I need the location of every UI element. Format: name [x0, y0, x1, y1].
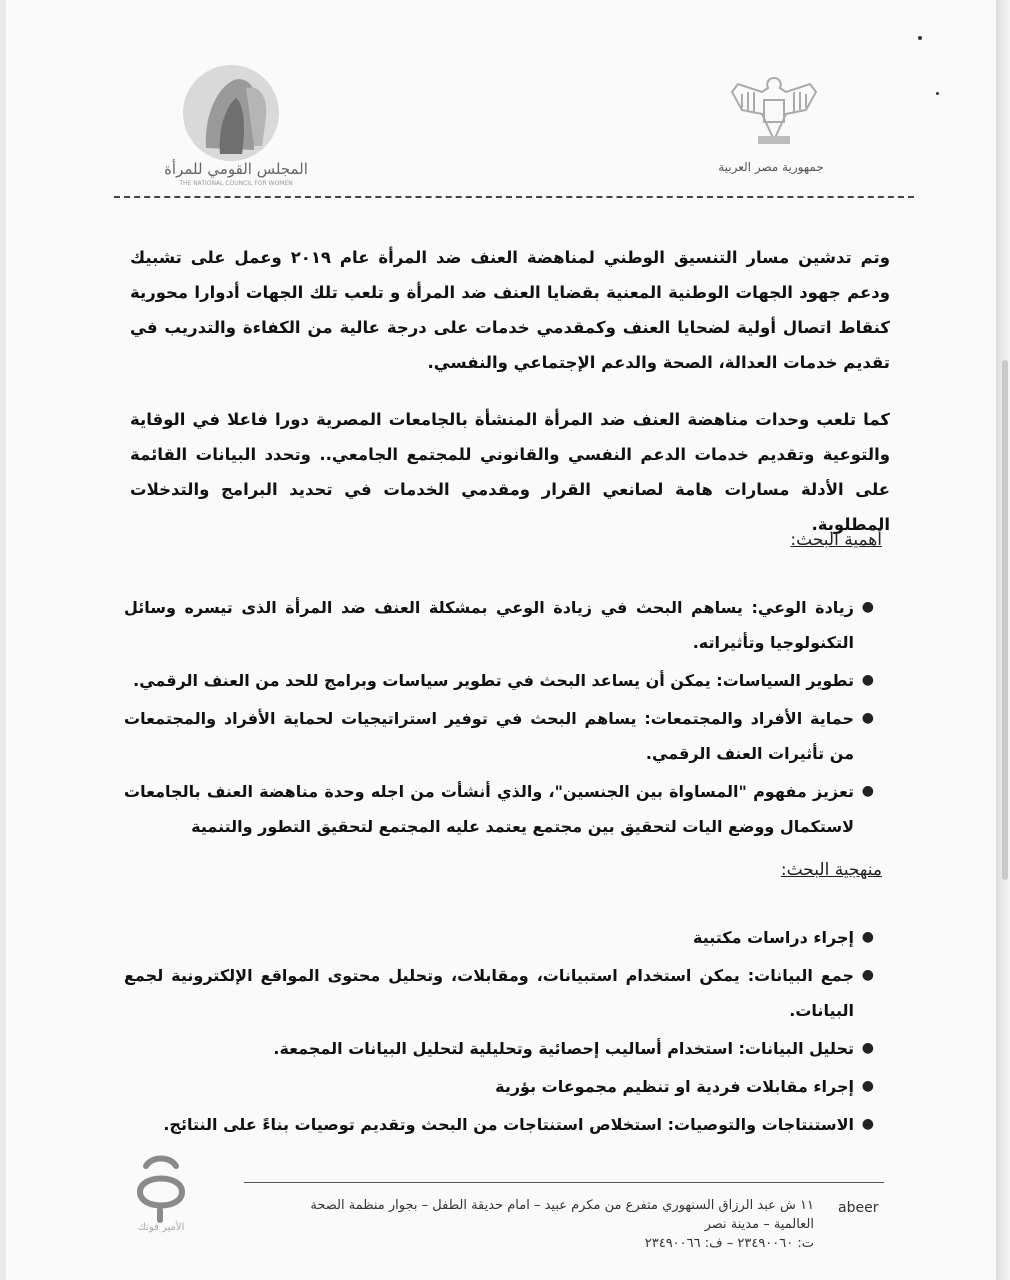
intro-paragraph-2: كما تلعب وحدات مناهضة العنف ضد المرأة المنشأة بالجامعات المصرية دورا فاعلا في الوقاية والتوعية وتقديم خدمات الدعم النفسي والقانوني للمجتمع الجامعي.. وتحدد البيانات القائمة على الأدلة مسارات هامة لصانعي القرار ومقدمي الخدمات في تحديد البرامج والتدخلات المطلوبة.	[130, 410, 890, 534]
list-item: ● إجراء مقابلات فردية او تنظيم مجموعات بؤرية	[124, 1069, 854, 1104]
address-line-2: العالمية – مدينة نصر	[704, 1217, 814, 1232]
header-divider	[114, 196, 914, 198]
list-item: ● تحليل البيانات: استخدام أساليب إحصائية وتحليلية لتحليل البيانات المجمعة.	[124, 1031, 854, 1066]
footer-address	[216, 1196, 814, 1253]
scan-speck	[936, 92, 939, 95]
importance-heading: أهمية البحث:	[790, 530, 882, 550]
national-council-for-women-logo-icon	[176, 58, 286, 168]
list-item: ● حماية الأفراد والمجتمعات: يساهم البحث في توفير استراتيجيات لحماية الأفراد والمجتمعات من تأثيرات العنف الرقمي.	[124, 701, 854, 771]
app-watermark-logo-icon	[126, 1152, 196, 1224]
bullet-icon: ●	[861, 1040, 874, 1056]
address-line-1: ١١ ش عبد الرزاق السنهوري متفرع من مكرم عبيد – امام حديقة الطفل – بجوار منظمة الصحة	[310, 1198, 814, 1213]
bullet-icon: ●	[861, 783, 874, 799]
list-item: ● زيادة الوعي: يساهم البحث في زيادة الوعي بمشكلة العنف ضد المرأة الذى تيسره وسائل التكنولوجيا وتأثيراته.	[124, 590, 854, 660]
bullet-icon: ●	[861, 1078, 874, 1094]
scan-speck	[918, 36, 922, 40]
scrollbar[interactable]	[1002, 360, 1008, 880]
importance-list	[124, 590, 876, 847]
app-watermark-text: الأمير فوتك	[137, 1222, 185, 1233]
list-item: ● تطوير السياسات: يمكن أن يساعد البحث في تطوير سياسات وبرامج للحد من العنف الرقمي.	[124, 663, 854, 698]
phone-fax-line: ت: ٢٣٤٩٠٠٦٠ – ف: ٢٣٤٩٠٠٦٦	[644, 1236, 814, 1251]
methodology-heading: منهجية البحث:	[780, 860, 882, 880]
bullet-icon: ●	[861, 929, 874, 945]
bullet-icon: ●	[861, 1116, 874, 1132]
eagle-emblem-icon	[728, 70, 820, 148]
list-item: ● تعزيز مفهوم "المساواة بين الجنسين"، والذي أنشأت من اجله وحدة مناهضة العنف بالجامعات لاستكمال ووضع اليات لتحقيق بين مجتمع يعتمد عليه المجتمع لتحقيق التطور والتنمية	[124, 774, 854, 844]
footer-divider	[244, 1182, 884, 1183]
bullet-icon: ●	[861, 599, 874, 615]
republic-name: جمهورية مصر العربية	[718, 160, 824, 174]
bullet-icon: ●	[861, 672, 874, 688]
list-item: ● الاستنتاجات والتوصيات: استخلاص استنتاجات من البحث وتقديم توصيات بناءً على النتائج.	[124, 1107, 854, 1142]
council-subtitle: THE NATIONAL COUNCIL FOR WOMEN	[179, 180, 293, 187]
methodology-list	[124, 920, 876, 1145]
bullet-icon: ●	[861, 710, 874, 726]
list-item: ● جمع البيانات: يمكن استخدام استبيانات، ومقابلات، وتحليل محتوى المواقع الإلكترونية لجمع البيانات.	[124, 958, 854, 1028]
council-name: المجلس القومي للمرأة	[164, 160, 308, 178]
list-item: ● إجراء دراسات مكتبية	[124, 920, 854, 955]
intro-paragraph-1: وتم تدشين مسار التنسيق الوطني لمناهضة العنف ضد المرأة عام ٢٠١٩ وعمل على تشبيك ودعم جهود الجهات الوطنية المعنية بقضايا العنف ضد المرأة و تلعب تلك الجهات أدوارا محورية كنقاط اتصال أولية لضحايا العنف وكمقدمي خدمات على درجة عالية من الكفاءة والتدريب في تقديم خدمات العدالة، الصحة والدعم الإجتماعي والنفسي.	[130, 248, 891, 372]
user-watermark: abeer	[838, 1200, 879, 1216]
bullet-icon: ●	[861, 967, 874, 983]
document-page	[6, 0, 996, 1280]
